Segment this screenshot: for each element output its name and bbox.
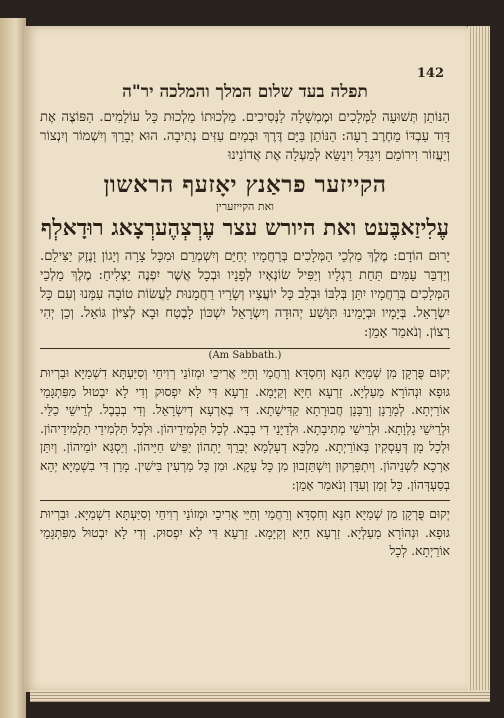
page-edges-right <box>468 26 490 694</box>
emperor-name-headline: הקייזער פראַנץ יאָזעף הראשון <box>103 171 387 198</box>
blessing-paragraph: יָרוּם הוֹדָם: מֶלֶךְ מַלְכֵי הַמְּלָכִים בְּרַחֲמָיו יְחַיֵּם וְיִשְׁמְרֵם וּמִכָּל צָרָה וְיָגוֹן וָנֶזֶק יַצִּילֵם. וְיַדְבֵּר עַמִּים תַּחַת רַגְלָיו וְיַפִּיל שׂוֹנְאָיו לְפָנָיו וּבְכָל אֲשֶׁר יִפְנֶה יַצְלִיחַ: מֶלֶךְ מַלְכֵי הַמְּלָכִים בְּרַחֲמָיו יִתֵּן בְּלִבּוֹ וּבְלֵב כָּל יוֹעֲצָיו וְשָׂרָיו רַחֲמָנוּת לַעֲשׂוֹת טוֹבָה עִמָּנוּ וְעִם כָּל יִשְׂרָאֵל. בְּיָמָיו וּבְיָמֵינוּ תִּוָּשַׁע יְהוּדָה וְיִשְׂרָאֵל יִשְׁכּוֹן לָבֶטַח וּבָא לְצִיּוֹן גּוֹאֵל. וְכֵן יְהִי רָצוֹן. וְנֹאמַר אָמֵן: <box>40 249 450 340</box>
section-divider <box>40 348 450 349</box>
page-content <box>40 60 450 561</box>
paragraph-separator <box>40 500 450 501</box>
section-label: (Am Sabbath.) <box>208 350 282 361</box>
prayer-title: תפלה בעד שלום המלך והמלכה יר"ה <box>122 82 368 102</box>
empress-heir-headline: עֶלִיזַאבֶּעט ואת היורש עצר עֶרְצְהֶערְצָאג רוּדָאלְף <box>40 215 450 241</box>
connector-text: ואת הקייזערין <box>216 200 274 213</box>
yekum-purkan-paragraph-2: יְקוּם פֻּרְקָן מִן שְׁמַיָּא חִנָּא וְחִסְדָּא וְרַחֲמֵי וְחַיֵּי אֲרִיכֵי וּמְזוֹנֵי רְוִיחֵי וְסִיַּעְתָּא דִשְׁמַיָּא. וּבַרְיוּת גּוּפָא. וּנְהוֹרָא מַעַלְיָא. זַרְעָא חַיָּא וְקַיָּמָא. זַרְעָא דִּי לָא יִפְסוּק. וְדִי לָא יִבְטוּל מִפִּתְגָּמֵי אוֹרַיְתָא. לְכָל <box>40 506 450 559</box>
page-edges-bottom <box>30 690 490 702</box>
facing-page-edge <box>0 18 26 718</box>
prayer-paragraph: הַנּוֹתֵן תְּשׁוּעָה לַמְּלָכִים וּמֶמְשָׁלָה לַנְּסִיכִים. מַלְכוּתוֹ מַלְכוּת כָּל עוֹלָמִים. הַפּוֹצֶה אֶת דָּוִד עַבְדּוֹ מֵחֶרֶב רָעָה: הַנּוֹתֵן בַּיָּם דֶּרֶךְ וּבְמַיִם עַזִּים נְתִיבָה. הוּא יְבָרֵךְ וְיִשְׁמוֹר וְיִנְצוֹר וְיַעֲזוֹר וִירוֹמֵם וִיגַדֵּל וִינַשֵּׂא לְמַעְלָה אֶת אֲדוֹנֵינוּ <box>40 110 450 163</box>
page-number: 142 <box>416 66 444 81</box>
yekum-purkan-paragraph-1: יְקוּם פֻּרְקָן מִן שְׁמַיָּא חִנָּא וְחִסְדָּא וְרַחֲמֵי וְחַיֵּי אֲרִיכֵי וּמְזוֹנֵי רְוִיחֵי וְסִיַּעְתָּא דִשְׁמַיָּא וּבַרְיוּת גּוּפָא וּנְהוֹרָא מַעַלְיָא. זַרְעָא חַיָּא וְקַיָּמָא. זַרְעָא דִּי לָא יִפְסוּק וְדִי לָא יִבְטוּל מִפִּתְגָּמֵי אוֹרַיְתָא. לְמָרָנָן וְרַבָּנָן חֲבוּרָתָא קַדִּישָׁתָא. דִּי בְאַרְעָא דְיִשְׂרָאֵל. וְדִי בְבָבֶל. לְרֵישֵׁי כַלֵּי. וּלְרֵישֵׁי גָלְוָתָא. וּלְרֵישֵׁי מְתִיבָתָא. וּלְדַיָּנֵי דִי בָבָא. לְכָל תַּלְמִידֵיהוֹן. וּלְכָל תַּלְמִידֵי תַלְמִידֵיהוֹן. וּלְכָל מָן דְּעָסְקִין בְּאוֹרַיְתָא. מַלְכָּא דְעָלְמָא יְבָרֵךְ יָתְהוֹן יַפֵּישׁ חַיֵּיהוֹן. וְיַסְגֵּא יוֹמֵיהוֹן. וְיִתֵּן אַרְכָא לִשְׁנֵיהוֹן. וְיִתְפָּרְקוּן וְיִשְׁתֵּזְבוּן מִן כָּל עָקָא. וּמִן כָּל מַרְעִין בִּישִׁין. מָרַן דִּי בִשְׁמַיָּא יְהֵא בְסַעְדְּהוֹן. כָּל זְמַן וְעִדָּן וְנֹאמַר אָמֵן: <box>40 365 450 492</box>
